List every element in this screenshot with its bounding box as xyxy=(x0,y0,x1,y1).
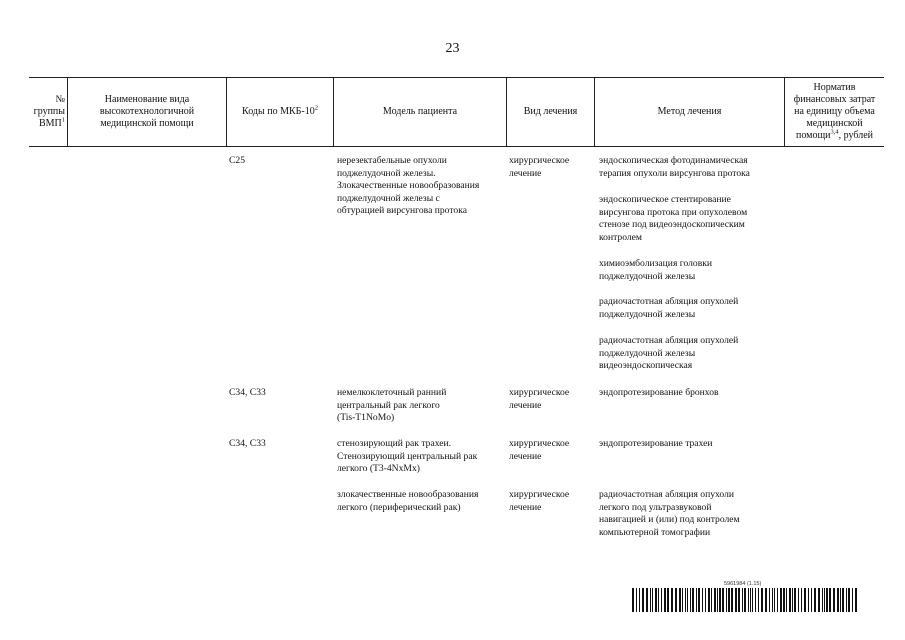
barcode-bar xyxy=(855,588,857,612)
barcode-bar xyxy=(786,588,787,612)
barcode-bar xyxy=(804,588,806,612)
row-patient-model-line: центральный рак легкого xyxy=(337,399,440,411)
barcode-bar xyxy=(702,588,703,612)
method-line: поджелудочной железы xyxy=(599,308,696,320)
barcode-image xyxy=(632,588,858,612)
header-norm-line: , рублей xyxy=(838,129,874,141)
row-patient-model-line: легкого (T3-4NxMx) xyxy=(337,463,420,475)
barcode-bar xyxy=(818,588,820,612)
header-norm-line: финансовых затрат xyxy=(793,93,876,105)
header-patient-model xyxy=(334,77,506,146)
row-icd-code: C25 xyxy=(229,155,245,166)
barcode-bar xyxy=(798,588,799,612)
barcode-bar xyxy=(789,588,791,612)
row-treatment-method xyxy=(599,258,712,283)
barcode-bar xyxy=(848,588,850,612)
method-line: поджелудочной железы xyxy=(599,347,696,359)
method-line: навигацией и (или) под контролем xyxy=(599,514,740,526)
row-treatment-method xyxy=(599,489,740,539)
method-line: эндоскопическая фотодинамическая xyxy=(599,155,748,166)
row-treatment-type xyxy=(509,387,569,412)
barcode-bar xyxy=(632,588,634,612)
footnote-ref: 3,4 xyxy=(830,128,839,136)
barcode-bar xyxy=(708,588,710,612)
barcode-bar xyxy=(650,588,651,612)
barcode-bar xyxy=(824,588,825,612)
row-patient-model-line: стенозирующий рак трахеи. xyxy=(337,438,452,449)
row-treatment-method xyxy=(599,438,713,451)
header-treatment-method-label: Метод лечения xyxy=(657,105,722,117)
barcode-bar xyxy=(840,588,841,612)
barcode-bar xyxy=(852,588,853,612)
header-care-type-line: медицинской помощи xyxy=(100,117,194,129)
row-treatment-method xyxy=(599,335,738,373)
header-care-type-line: Наименование вида xyxy=(104,93,190,105)
row-treatment-type-line: лечение xyxy=(509,399,542,411)
barcode-bar xyxy=(690,588,691,612)
header-treatment-method xyxy=(595,77,784,146)
header-treatment-type xyxy=(507,77,594,146)
barcode-bar xyxy=(826,588,828,612)
barcode-bar xyxy=(837,588,839,612)
row-treatment-type-line: хирургическое xyxy=(509,489,570,500)
header-bottom-rule xyxy=(29,146,884,147)
row-patient-model xyxy=(337,438,477,476)
method-line: химиоэмболизация головки xyxy=(599,258,713,269)
footnote-ref: 2 xyxy=(314,104,318,112)
method-line: радиочастотная абляция опухолей xyxy=(599,335,739,346)
row-treatment-type-line: лечение xyxy=(509,450,542,462)
barcode-bar xyxy=(719,588,721,612)
barcode-bar xyxy=(829,588,831,612)
method-line: вирсунгова протока при опухолевом xyxy=(599,206,748,218)
method-line: эндоскопическое стентирование xyxy=(599,194,731,205)
barcode-bar xyxy=(755,588,756,612)
barcode-bar xyxy=(714,588,716,612)
barcode-bar xyxy=(780,588,782,612)
barcode-bar xyxy=(728,588,730,612)
header-icd-label: Коды по МКБ-10 xyxy=(242,105,315,117)
row-patient-model-line: поджелудочной железы. xyxy=(337,167,436,179)
barcode-caption: 5961984 (1.15) xyxy=(724,581,762,587)
row-patient-model-line: Стенозирующий центральный рак xyxy=(337,450,478,462)
method-line: поджелудочной железы xyxy=(599,270,696,282)
barcode-bar xyxy=(639,588,640,612)
barcode-bar xyxy=(822,588,823,612)
row-treatment-type xyxy=(509,489,569,514)
row-treatment-type-line: хирургическое xyxy=(509,387,570,398)
barcode-bar xyxy=(671,588,673,612)
header-norm-line: медицинской xyxy=(806,117,863,129)
barcode-bar xyxy=(705,588,706,612)
row-patient-model-line: (Tis-T1NoMo) xyxy=(337,412,395,424)
barcode-bar xyxy=(655,588,657,612)
barcode-bar xyxy=(682,588,683,612)
barcode-bar xyxy=(667,588,669,612)
header-treatment-type-label: Вид лечения xyxy=(523,105,578,117)
header-care-type xyxy=(68,77,226,146)
row-treatment-type-line: хирургическое xyxy=(509,155,570,166)
row-treatment-method xyxy=(599,194,747,244)
header-norm-line: помощи xyxy=(795,129,831,141)
row-treatment-type-line: хирургическое xyxy=(509,438,570,449)
barcode-bar xyxy=(742,588,743,612)
method-line: терапия опухоли вирсунгова протока xyxy=(599,167,750,179)
barcode-bar xyxy=(717,588,718,612)
barcode-bar xyxy=(801,588,802,612)
row-treatment-method xyxy=(599,155,750,180)
barcode-bar xyxy=(777,588,778,612)
method-line: эндопротезирование трахеи xyxy=(599,438,713,449)
row-treatment-method xyxy=(599,296,738,321)
barcode-bar xyxy=(811,588,812,612)
row-patient-model-line: немелкоклеточный ранний xyxy=(337,387,447,398)
row-patient-model-line: легкого (периферический рак) xyxy=(337,501,461,513)
barcode-bar xyxy=(679,588,681,612)
barcode-bar xyxy=(783,588,785,612)
method-line: радиочастотная абляция опухолей xyxy=(599,296,739,307)
method-line: легкого под ультразвуковой xyxy=(599,501,712,513)
barcode-bar xyxy=(750,588,751,612)
barcode-bar xyxy=(726,588,727,612)
row-treatment-type-line: лечение xyxy=(509,167,542,179)
barcode-bar xyxy=(735,588,737,612)
method-line: компьютерной томографии xyxy=(599,526,711,538)
barcode-bar xyxy=(846,588,847,612)
method-line: контролем xyxy=(599,231,642,243)
barcode-bar xyxy=(675,588,677,612)
header-group-no-line: № xyxy=(55,93,65,105)
row-patient-model xyxy=(337,489,478,514)
row-patient-model-line: обтурацией вирсунгова протока xyxy=(337,205,467,217)
barcode-bar xyxy=(794,588,796,612)
barcode-bar xyxy=(652,588,653,612)
row-patient-model-line: нерезектабельные опухоли xyxy=(337,155,447,166)
method-line: видеоэндоскопическая xyxy=(599,360,693,372)
barcode-bar xyxy=(774,588,775,612)
barcode-bar xyxy=(792,588,793,612)
barcode-bar xyxy=(814,588,816,612)
footnote-ref: 1 xyxy=(61,116,65,124)
row-treatment-type-line: лечение xyxy=(509,501,542,513)
barcode-bar xyxy=(738,588,740,612)
method-line: радиочастотная абляция опухоли xyxy=(599,489,735,500)
header-care-type-line: высокотехнологичной xyxy=(99,105,195,117)
barcode-bar xyxy=(744,588,746,612)
barcode-bar xyxy=(692,588,694,612)
barcode-bar xyxy=(808,588,809,612)
header-norm-line: на единицу объема xyxy=(794,105,875,117)
barcode-bar xyxy=(769,588,770,612)
barcode-bar xyxy=(711,588,712,612)
barcode-bar xyxy=(731,588,733,612)
barcode-bar xyxy=(842,588,844,612)
row-treatment-type xyxy=(509,438,569,463)
method-line: стенозе под видеоэндоскопическим xyxy=(599,219,745,231)
row-icd-code: C34, C33 xyxy=(229,438,266,449)
barcode-bar xyxy=(758,588,759,612)
barcode-bar xyxy=(722,588,724,612)
header-group-no-line: группы xyxy=(33,105,65,117)
method-line: эндопротезирование бронхов xyxy=(599,387,719,398)
header-icd-codes xyxy=(227,77,333,146)
header-norm xyxy=(785,77,884,146)
row-treatment-type xyxy=(509,155,569,180)
row-icd-code: C34, C33 xyxy=(229,387,266,398)
row-patient-model xyxy=(337,387,446,425)
barcode-bar xyxy=(642,588,644,612)
row-patient-model-line: злокачественные новообразования xyxy=(337,489,479,500)
row-patient-model-line: Злокачественные новообразования xyxy=(337,180,480,192)
barcode-bar xyxy=(636,588,637,612)
header-group-no xyxy=(29,77,67,146)
row-treatment-method xyxy=(599,387,719,400)
barcode-bar xyxy=(761,588,763,612)
barcode-bar xyxy=(765,588,767,612)
barcode-bar xyxy=(772,588,773,612)
header-norm-line: Норматив xyxy=(813,81,856,93)
barcode-bar xyxy=(696,588,697,612)
barcode-bar xyxy=(752,588,753,612)
header-patient-model-label: Модель пациента xyxy=(382,105,458,117)
barcode-bar xyxy=(664,588,666,612)
barcode-bar xyxy=(833,588,835,612)
barcode-bar xyxy=(661,588,662,612)
row-patient-model xyxy=(337,155,479,218)
header-group-no-line: ВМП xyxy=(38,117,62,129)
barcode-bar xyxy=(748,588,749,612)
barcode-bar xyxy=(687,588,688,612)
barcode-bar xyxy=(698,588,700,612)
barcode-bar xyxy=(646,588,648,612)
row-patient-model-line: поджелудочной железы с xyxy=(337,192,440,204)
page-number: 23 xyxy=(445,41,460,56)
barcode-bar xyxy=(685,588,686,612)
barcode-bar xyxy=(658,588,659,612)
